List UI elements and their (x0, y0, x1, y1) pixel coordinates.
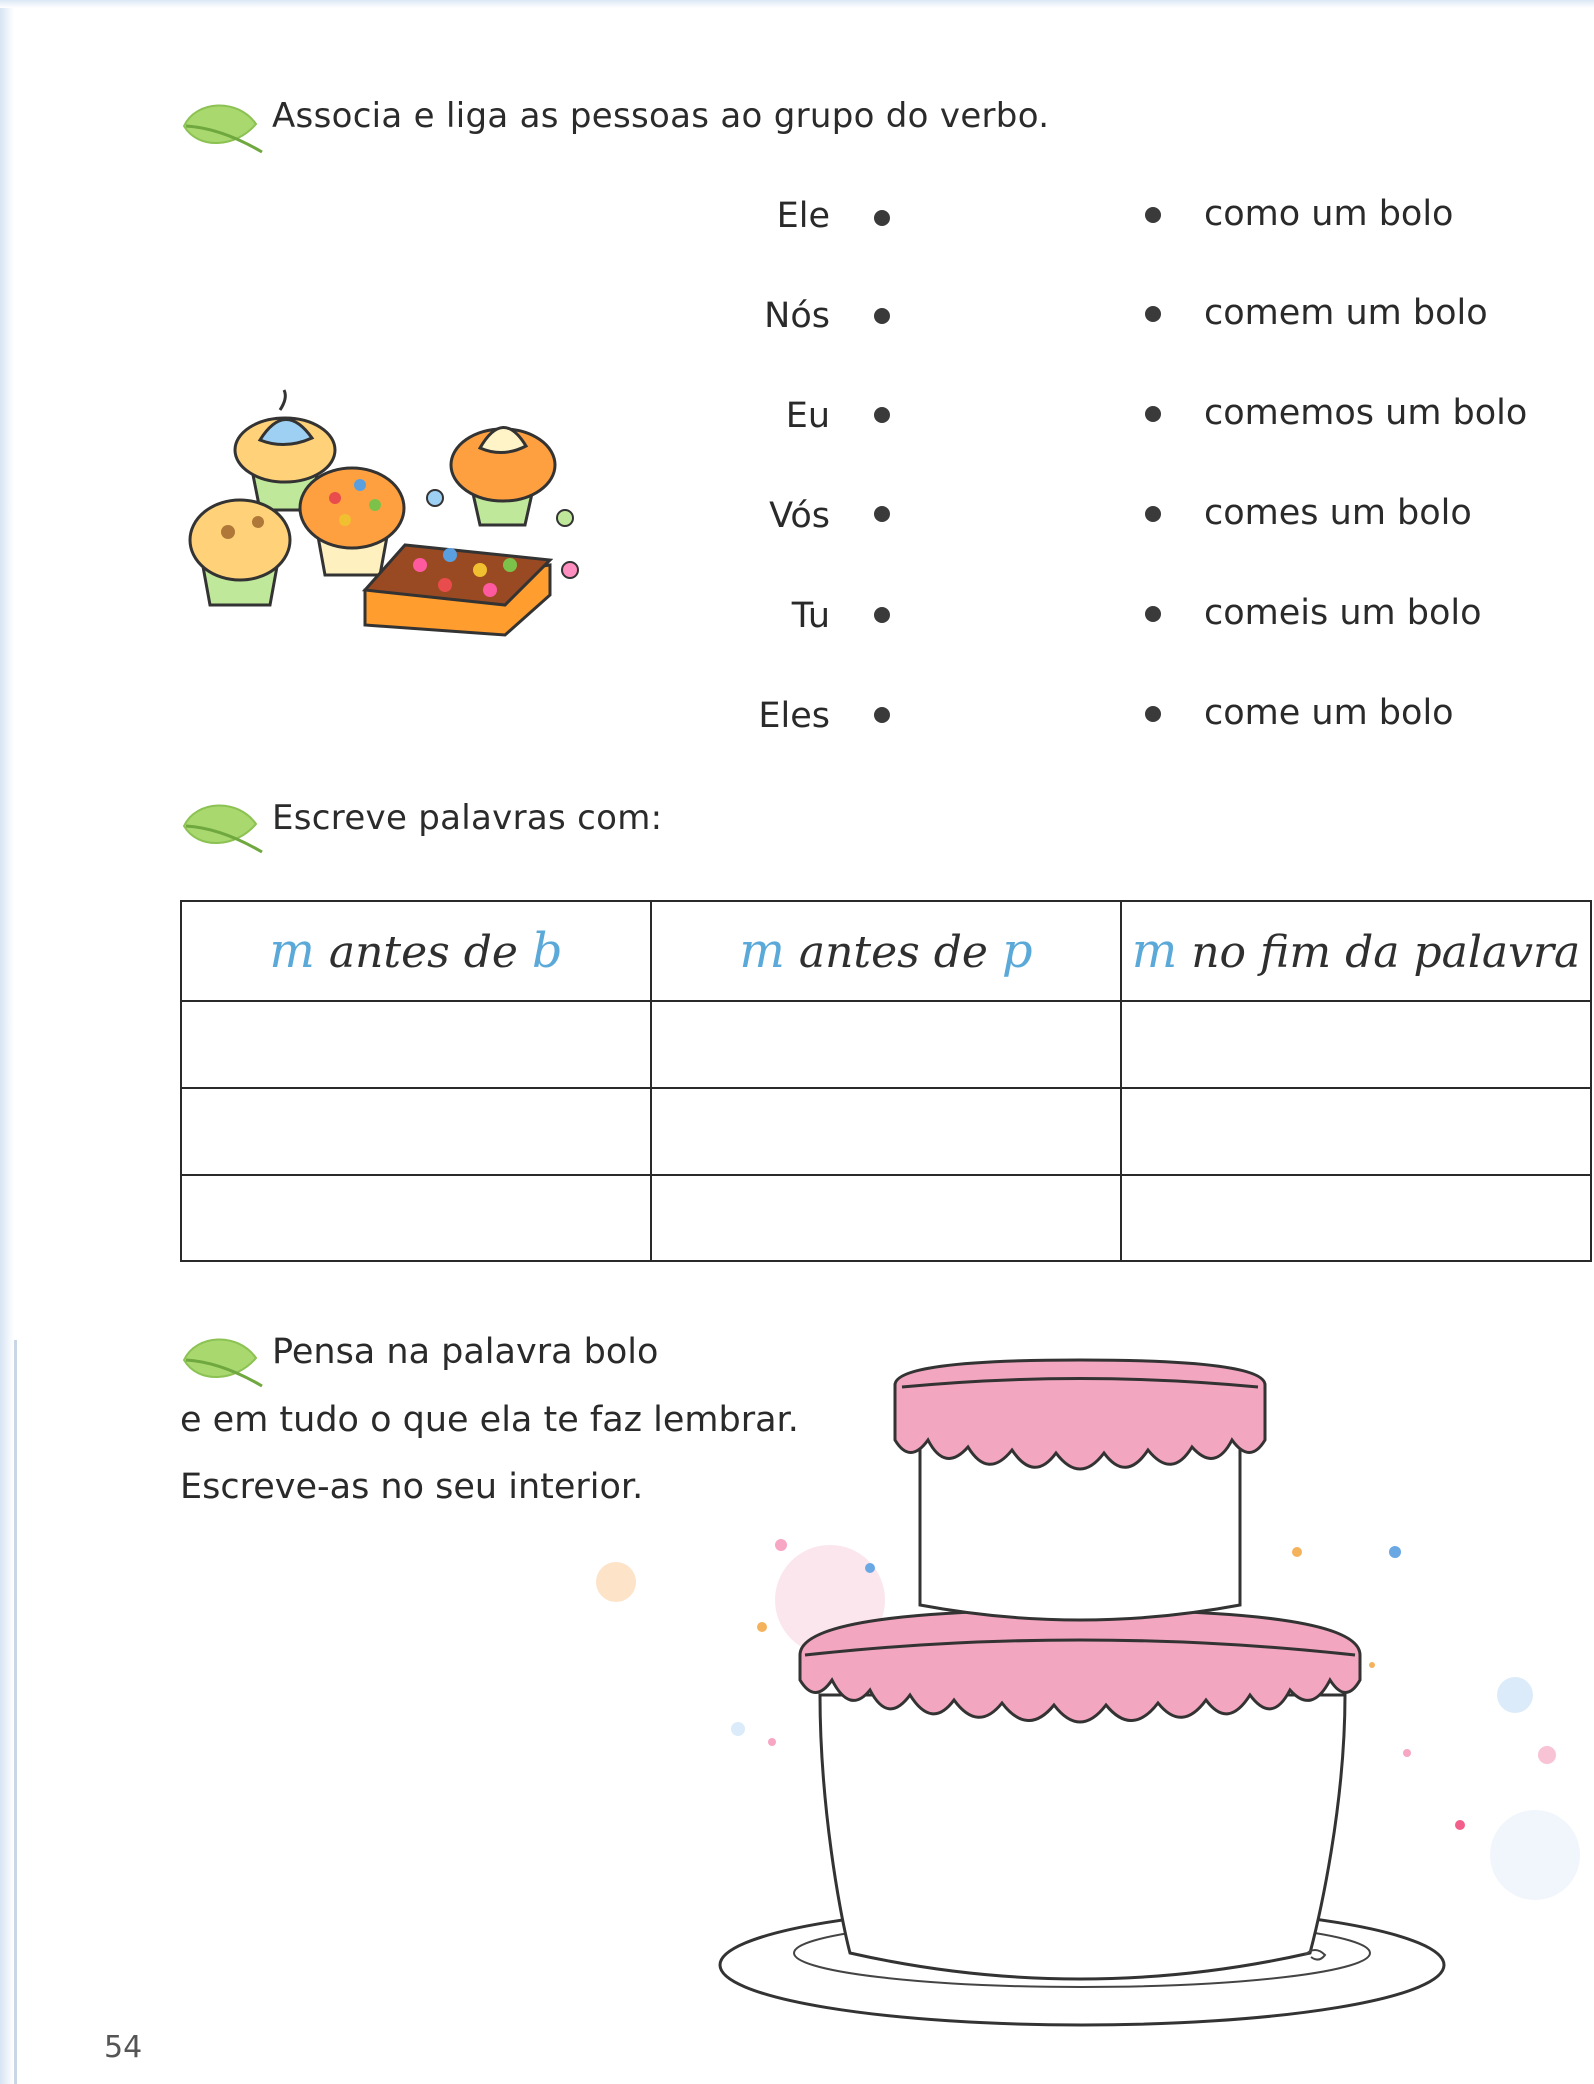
pronoun-ele: Ele (776, 196, 830, 236)
words-table (180, 900, 1592, 1262)
answer-cell[interactable] (1121, 1175, 1591, 1261)
cursive-text: no fim da palavra (1191, 927, 1581, 978)
column-header-m-antes-de-p (651, 901, 1121, 1001)
cursive-letter: b (531, 923, 563, 979)
match-dot-left[interactable] (874, 506, 890, 522)
section3-line2: e em tudo o que ela te faz lembrar. (180, 1400, 799, 1440)
cursive-letter: m (269, 923, 315, 979)
cursive-text: antes de (798, 927, 988, 978)
phrase-comem: comem um bolo (1204, 293, 1488, 333)
cursive-letter: p (1001, 923, 1033, 979)
phrase-comes: comes um bolo (1204, 493, 1472, 533)
column-header-m-antes-de-b (181, 901, 651, 1001)
table-row (181, 1175, 1591, 1261)
match-dot-left[interactable] (874, 308, 890, 324)
match-dot-right[interactable] (1145, 706, 1161, 722)
table-row (181, 1088, 1591, 1175)
pronoun-eles: Eles (758, 696, 830, 736)
phrase-comeis: comeis um bolo (1204, 593, 1482, 633)
table-header-row (181, 901, 1591, 1001)
page-top-shadow (0, 0, 1594, 8)
answer-cell[interactable] (1121, 1088, 1591, 1175)
section2-instruction: Escreve palavras com: (272, 798, 663, 838)
page-number: 54 (104, 2030, 143, 2065)
match-dot-right[interactable] (1145, 506, 1161, 522)
match-dot-left[interactable] (874, 707, 890, 723)
cake-illustration[interactable] (560, 1355, 1594, 2055)
pronoun-nos: Nós (764, 296, 830, 336)
table-row (181, 1001, 1591, 1088)
match-dot-right[interactable] (1145, 406, 1161, 422)
cursive-text: antes de (328, 927, 518, 978)
answer-cell[interactable] (651, 1175, 1121, 1261)
column-header-m-no-fim (1121, 901, 1591, 1001)
match-dot-left[interactable] (874, 607, 890, 623)
phrase-come: come um bolo (1204, 693, 1454, 733)
phrase-comemos: comemos um bolo (1204, 393, 1528, 433)
answer-cell[interactable] (181, 1175, 651, 1261)
section1-instruction: Associa e liga as pessoas ao grupo do verbo. (272, 96, 1050, 136)
answer-cell[interactable] (181, 1001, 651, 1088)
pronoun-tu: Tu (791, 596, 830, 636)
answer-cell[interactable] (651, 1088, 1121, 1175)
leaf-icon (176, 1330, 264, 1390)
match-dot-right[interactable] (1145, 606, 1161, 622)
section3-line1: Pensa na palavra bolo (272, 1332, 659, 1372)
answer-cell[interactable] (1121, 1001, 1591, 1088)
section3-line3: Escreve-as no seu interior. (180, 1467, 644, 1507)
cupcakes-illustration (180, 380, 590, 640)
page-edge-line (14, 1340, 17, 2084)
leaf-icon (176, 96, 264, 156)
answer-cell[interactable] (181, 1088, 651, 1175)
cursive-letter: m (739, 923, 785, 979)
pronoun-eu: Eu (785, 396, 830, 436)
page-binding-shadow (0, 0, 14, 2084)
leaf-icon (176, 796, 264, 856)
match-dot-right[interactable] (1145, 306, 1161, 322)
pronoun-vos: Vós (769, 496, 830, 536)
match-dot-left[interactable] (874, 210, 890, 226)
answer-cell[interactable] (651, 1001, 1121, 1088)
match-dot-left[interactable] (874, 407, 890, 423)
match-dot-right[interactable] (1145, 207, 1161, 223)
cursive-letter: m (1131, 923, 1178, 979)
phrase-como: como um bolo (1204, 194, 1454, 234)
